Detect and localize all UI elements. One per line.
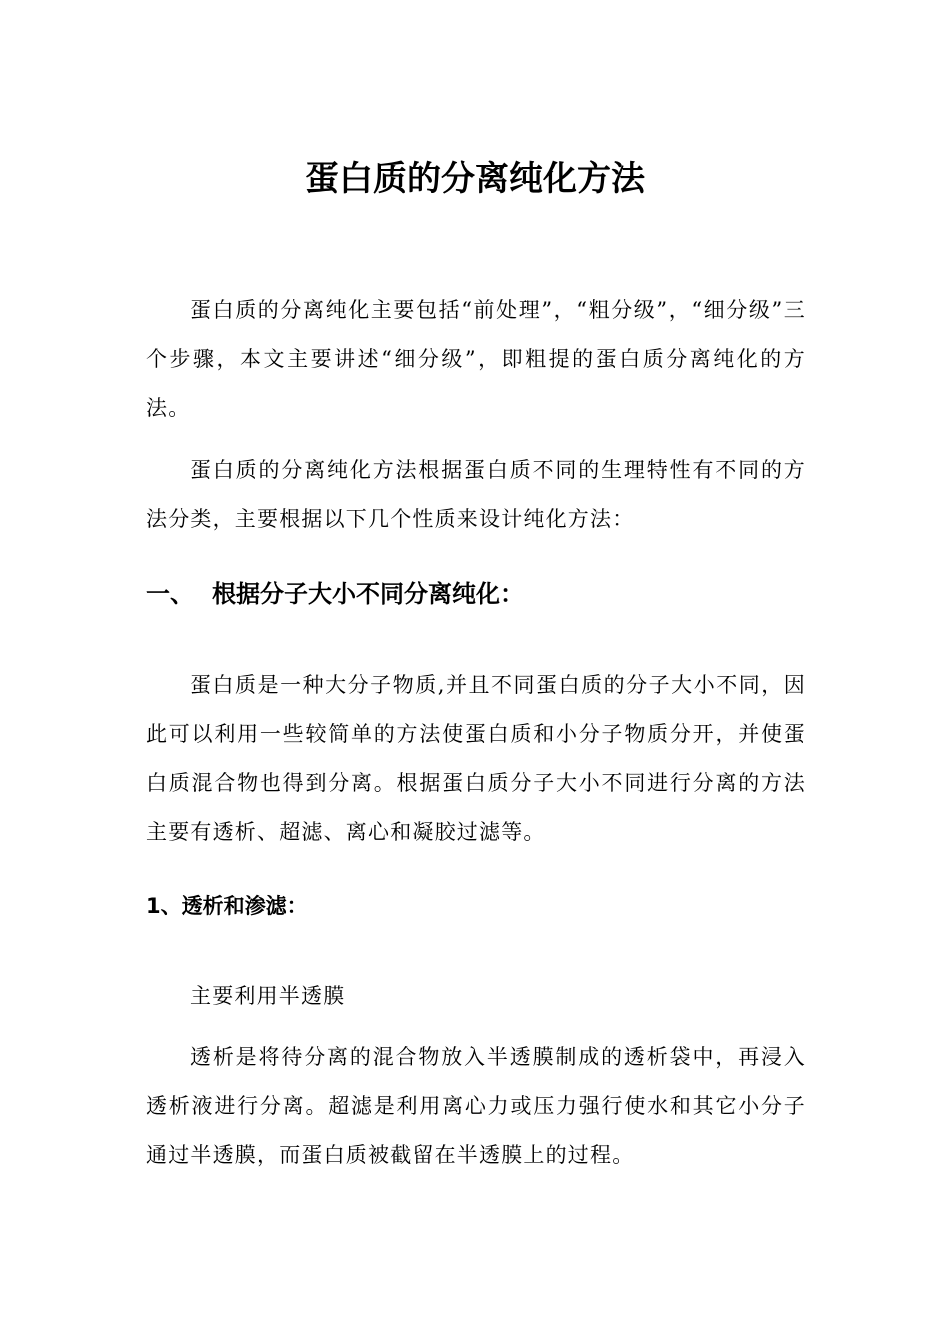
document-title: 蛋白质的分离纯化方法: [305, 159, 645, 199]
subsection-heading-1: 1、透析和渗滤：: [146, 894, 308, 918]
intro-paragraph-1: 蛋白质的分离纯化主要包括“前处理”，“粗分级”，“细分级”三个步骤，本文主要讲述“细分级”，即粗提的蛋白质分离纯化的方法。: [146, 298, 806, 420]
size-description-paragraph: 蛋白质是一种大分子物质,并且不同蛋白质的分子大小不同，因此可以利用一些较简单的方法使蛋白质和小分子物质分开，并使蛋白质混合物也得到分离。根据蛋白质分子大小不同进行分离的方法主要有透析、超滤、离心和凝胶过滤等。: [146, 673, 806, 844]
section-heading-text: 根据分子大小不同分离纯化：: [212, 580, 524, 608]
dialysis-description-paragraph: 透析是将待分离的混合物放入半透膜制成的透析袋中，再浸入透析液进行分离。超滤是利用离心力或压力强行使水和其它小分子通过半透膜，而蛋白质被截留在半透膜上的过程。: [146, 1045, 806, 1167]
section-number: 一、: [146, 580, 194, 608]
section-heading-1: [146, 570, 524, 618]
intro-paragraph-2: 蛋白质的分离纯化方法根据蛋白质不同的生理特性有不同的方法分类，主要根据以下几个性质来设计纯化方法：: [146, 458, 806, 531]
membrane-note: 主要利用半透膜: [190, 984, 346, 1008]
